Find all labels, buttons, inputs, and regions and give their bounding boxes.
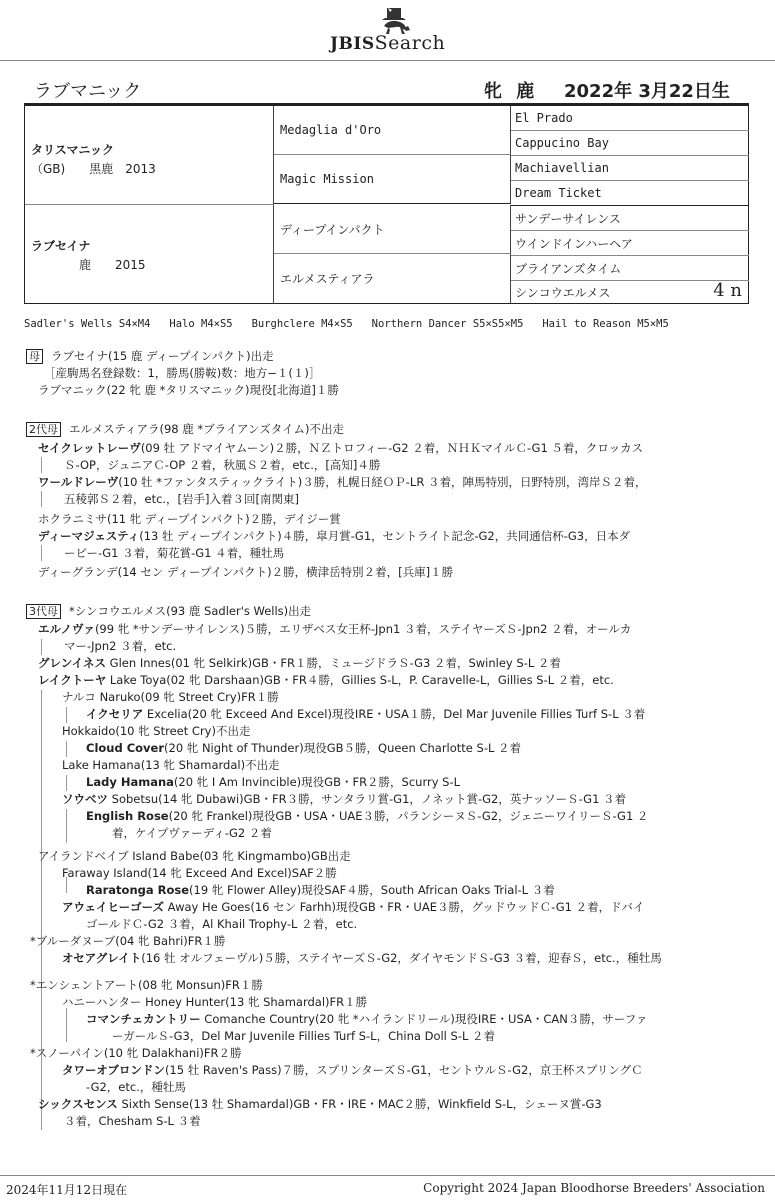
list-item: Lake Hamana(13 牝 Shamardal)不出走 [62,758,280,772]
sex-color: 牝 鹿 [484,81,539,102]
list-item: ディーマジェスティ(13 牡 ディープインパクト)４勝，皐月賞-G1，セントライト記念-G2，共同通信杯-G3，日本ダ [38,529,631,543]
tree-connector [66,707,67,723]
dam-stats: ［産駒馬名登録数：1，勝馬(勝鞍)数：地方−１(１)］ [44,366,321,380]
list-item: ゴールドＣ-G2 ３着，Al Khail Trophy-L ２着，etc. [86,917,358,931]
list-item-cont: 五稜郭Ｓ２着，etc.，[岩手]入着３回[南関東] [64,492,300,506]
third-dam-heading: 3代母 *シンコウエルメス(93 鹿 Sadler's Wells)出走 [26,603,311,619]
generation-code: 4 n [713,280,742,301]
list-item: ソウベツ Sobetsu(14 牝 Dubawi)GB・FR３勝，サンタラリ賞-G1，ノネット賞-G2，英ナッソーＳ-G1 ３着 [62,792,627,806]
tree-connector [41,491,42,507]
list-item: ーガールＳ-G3，Del Mar Juvenile Fillies Turf S-L，China Doll S-L ２着 [112,1029,496,1043]
gen3-cell[interactable]: ウインドインハーヘア [511,231,749,256]
footer-divider [0,1175,775,1176]
list-item: コマンチェカントリー Comanche Country(20 牝 *ハイランドリール)現役IRE・USA・CAN３勝，サーファ [86,1012,648,1026]
gen2-cell[interactable]: Medaglia d'Oro [274,106,511,155]
list-item-cont: Ｓ-OP，ジュニアＣ-OP ２着，秋風Ｓ２着，etc.，[高知]４勝 [64,458,381,472]
tree-connector [41,639,42,655]
sire-name[interactable]: タリスマニック [31,143,115,157]
list-item: ナルコ Naruko(09 牝 Street Cry)FR１勝 [62,690,279,704]
list-item: マー-Jpn2 ３着，etc. [64,639,177,653]
list-item: ３着，Chesham S-L ３着 [64,1114,201,1128]
dam-info: 鹿 2015 [31,258,146,272]
list-item: イクセリア Excelia(20 牝 Exceed And Excel)現役IRE・USA１勝，Del Mar Juvenile Fillies Turf S-L ３着 [86,707,646,721]
as-of-date: 2024年11月12日現在 [6,1183,128,1197]
gen3-cell[interactable]: ブライアンズタイム [511,256,749,281]
list-item: English Rose(20 牝 Frankel)現役GB・USA・UAE３勝，パランシーヌＳ-G2，ジェニーワイリーＳ-G1 ２ [86,809,649,823]
jbis-search-logo[interactable] [320,6,470,56]
list-item: Faraway Island(14 牝 Exceed And Excel)SAF２勝 [62,866,337,880]
list-item: オセアグレイト(16 牡 オルフェーヴル)５勝，ステイヤーズＳ-G2，ダイヤモンドＳ-G3 ３着，迎春Ｓ，etc.，種牡馬 [62,951,662,965]
pedigree-table [24,105,749,304]
tree-connector [66,775,67,791]
gen3-cell[interactable]: El Prado [511,106,749,131]
second-dam-tag: 2代母 [26,422,61,437]
copyright: Copyright 2024 Japan Bloodhorse Breeders' Association [423,1181,765,1195]
dam-tag: 母 [26,349,43,364]
gen3-cell[interactable]: サンデーサイレンス [511,206,749,231]
list-item: *ブルーダヌーブ(04 牝 Bahri)FR１勝 [30,934,226,948]
gen2-cell[interactable]: ディープインパクト [274,205,511,254]
header-divider [0,60,775,61]
inbreeding-crosses: Sadler's Wells S4×M4 Halo M4×S5 Burghclere M4×S5 Northern Dancer S5×S5×M5 Hail to Reason M5×M5 [24,318,669,330]
gen3-cell[interactable]: Cappucino Bay [511,131,749,156]
dam-offspring: ラブマニック(22 牝 鹿 *タリスマニック)現役[北海道]１勝 [38,383,339,397]
dam-cell [25,205,274,304]
gen3-cell[interactable]: Dream Ticket [511,181,749,206]
tree-connector [41,690,42,1130]
gen3-cell[interactable]: Machiavellian [511,156,749,181]
list-item: レイクトーヤ Lake Toya(02 牝 Darshaan)GB・FR４勝，Gillies S-L，P. Caravelle-L，Gillies S-L ２着，etc. [38,673,614,687]
list-item: シックスセンス Sixth Sense(13 牡 Shamardal)GB・FR・IRE・MAC２勝，Winkfield S-L，シェーヌ賞-G3 [38,1097,602,1111]
date-of-birth: 2022年 3月22日生 [564,81,730,102]
dam-name[interactable]: ラブセイナ [31,239,91,253]
list-item: *エンシェントアート(08 牝 Monsun)FR１勝 [30,978,263,992]
second-dam-heading: 2代母 エルメスティアラ(98 鹿 *ブライアンズタイム)不出走 [26,421,344,437]
list-item: エルノヴァ(99 牝 *サンデーサイレンス)５勝，エリザベス女王杯-Jpn1 ３着，ステイヤーズＳ-Jpn2 ２着，オールカ [38,622,632,636]
gen2-cell[interactable]: エルメスティアラ [274,254,511,303]
list-item: Lady Hamana(20 牝 I Am Invincible)現役GB・FR２勝，Scurry S-L [86,775,461,789]
sire-cell [25,106,274,205]
gen3-cell[interactable]: シンコウエルメス [515,286,611,300]
horse-title [34,77,744,101]
list-item: ハニーハンター Honey Hunter(13 牝 Shamardal)FR１勝 [62,995,368,1009]
list-item: ワールドレーヴ(10 牡 *ファンタスティックライト)３勝，札幌日経ＯＰ-LR ３着，陣馬特別，日野特別，湾岸Ｓ２着， [38,475,647,489]
list-item: グレンイネス Glen Innes(01 牝 Selkirk)GB・FR１勝，ミュージドラＳ-G3 ２着，Swinley S-L ２着 [38,656,561,670]
gen2-cell[interactable]: Magic Mission [274,155,511,204]
list-item: アウェイヒーゴーズ Away He Goes(16 セン Farhh)現役GB・FR・UAE３勝，グッドウッドＣ-G1 ２着，ドバイ [62,900,645,914]
tree-connector [66,741,67,757]
list-item: -G2，etc.，種牡馬 [86,1080,186,1094]
list-item: Cloud Cover(20 牝 Night of Thunder)現役GB５勝，Queen Charlotte S-L ２着 [86,741,522,755]
list-item: Raratonga Rose(19 牝 Flower Alley)現役SAF４勝，South African Oaks Trial-L ３着 [86,883,555,897]
tree-connector [41,545,42,561]
list-item: タワーオブロンドン(15 牡 Raven's Pass)７勝，スプリンターズＳ-G1，セントウルＳ-G2，京王杯スプリングＣ [62,1063,643,1077]
list-item: ホクラニミサ(11 牝 ディープインパクト)２勝，デイジー賞 [38,512,341,526]
third-dam-tag: 3代母 [26,604,61,619]
list-item: ディーグランデ(14 セン ディープインパクト)２勝，横津岳特別２着，[兵庫]１勝 [38,565,454,579]
logo-wordmark: JBISSearch [330,32,446,54]
dam-heading: 母 ラブセイナ(15 鹿 ディープインパクト)出走 [26,348,274,364]
tree-connector [66,1008,67,1042]
list-item: 着，ケイプヴァーディ-G2 ２着 [112,826,272,840]
horse-name: ラブマニック [34,81,142,102]
list-item: Hokkaido(10 牝 Street Cry)不出走 [62,724,251,738]
tree-connector [66,809,67,843]
list-item-cont: ービー-G1 ３着，菊花賞-G1 ４着，種牡馬 [64,546,285,560]
sire-info: （GB) 黒鹿 2013 [31,162,156,176]
list-item: *スノーパイン(10 牝 Dalakhani)FR２勝 [30,1046,242,1060]
list-item: アイランドベイブ Island Babe(03 牝 Kingmambo)GB出走 [38,849,351,863]
tree-connector [41,457,42,473]
list-item: セイクレットレーヴ(09 牡 アドマイヤムーン)２勝，ＮＺトロフィー-G2 ２着，ＮＨＫマイルＣ-G1 ５着，クロッカス [38,441,644,455]
